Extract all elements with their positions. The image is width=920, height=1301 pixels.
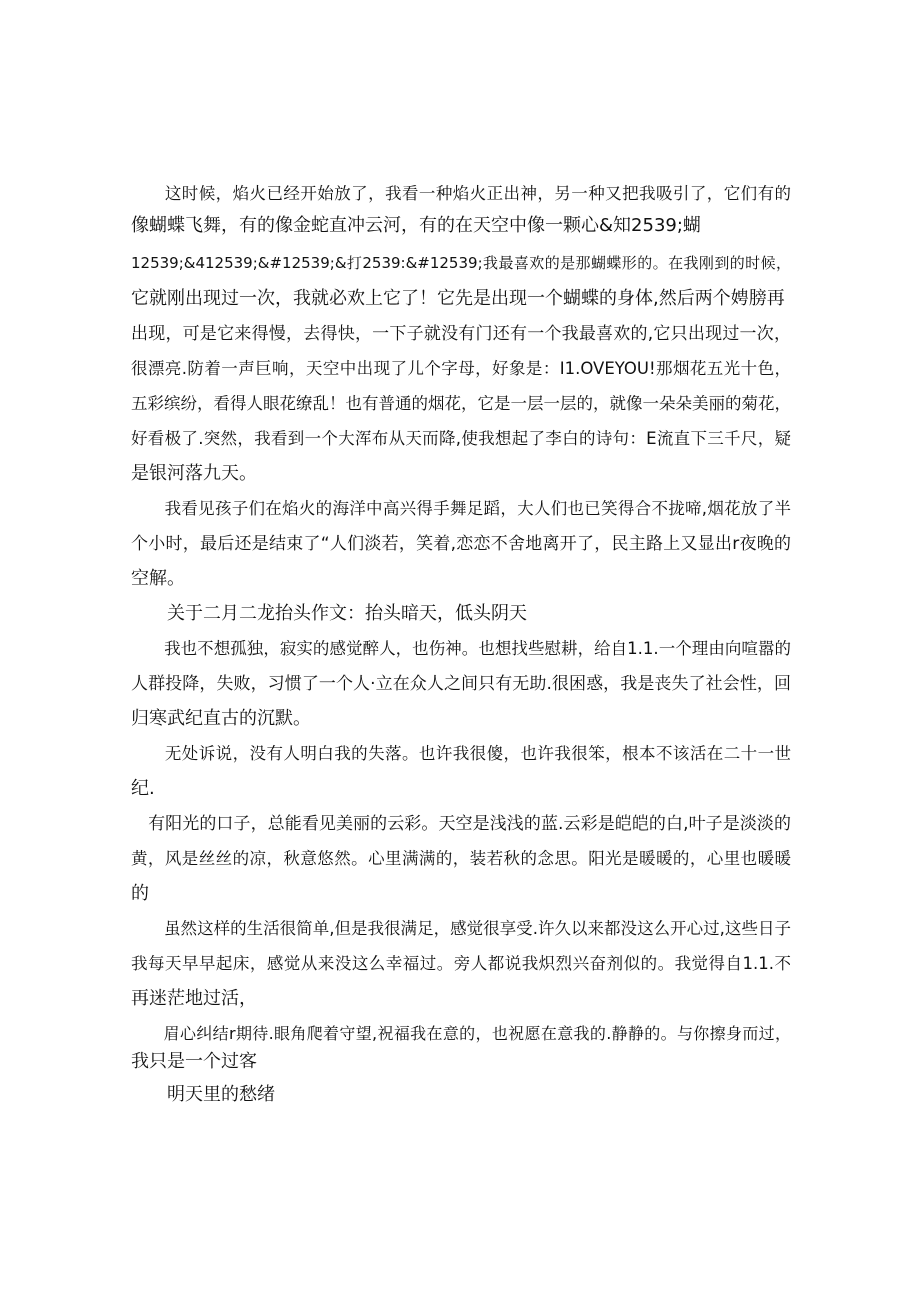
text-line: 像蝴蝶飞舞，有的像金蛇直冲云河，有的在天空中像一颗心&知2539;蝴 [131, 215, 701, 236]
text-line: 人群投降，失败，习惯了一个人·立在众人之间只有无助.很困惑，我是丧失了社会性，回 [131, 674, 791, 694]
text-line: 关于二月二龙抬头作文：抬头暗天，低头阴天 [131, 603, 527, 624]
text-line: 这时候，焰火已经开始放了，我看一种焰火正出神，另一种又把我吸引了，它们有的 [131, 184, 791, 203]
text-line: 出现，可是它来得慢，去得快，一下子就没有门还有一个我最喜欢的,它只出现过一次， [131, 324, 791, 344]
text-line: 有阳光的口子，总能看见美丽的云彩。天空是浅浅的蓝.云彩是皑皑的白,叶子是淡淡的 [131, 814, 791, 834]
text-line: 我也不想孤独，寂实的感觉醉人，也伤神。也想找些慰耕，给自1.1.一个理由向喧嚣的 [131, 639, 791, 658]
text-line: 黄，风是丝丝的凉，秋意悠然。心里满满的，装若秋的念思。阳光是暖暖的，心里也暖暖 [131, 849, 791, 868]
text-line: 再迷茫地过活， [131, 988, 257, 1009]
text-line: 好看极了.突然，我看到一个大浑布从天而降,使我想起了李白的诗句：E流直下三千尺，疑 [131, 429, 791, 448]
text-line: 个小时，最后还是结束了“人们淡若，笑着,恋恋不舍地离开了，民主路上又显出r夜晚的 [131, 534, 791, 554]
text-line: 纪. [131, 778, 155, 799]
text-line: 无处诉说，没有人明白我的失落。也许我很傻，也许我很笨，根本不该活在二十一世 [131, 744, 791, 763]
text-line: 我只是一个过客 [131, 1051, 257, 1072]
text-line: 虽然这样的生活很简单,但是我很满足，感觉很享受.许久以来都没这么开心过,这些日子 [131, 919, 791, 938]
text-line: 五彩缤纷，看得人眼花缭乱！也有普通的烟花，它是一层一层的，就像一朵朵美丽的菊花， [131, 394, 791, 413]
text-line: 12539;&412539;&#12539;&打2539:&#12539;我最喜欢的是那蝴蝶形的。在我刚到的时候， [131, 254, 791, 272]
text-line: 我每天早早起床，感觉从来没这么幸福过。旁人都说我炽烈兴奋剂似的。我觉得自1.1.不 [131, 954, 791, 973]
text-line: 的 [131, 883, 149, 904]
text-line: 明天里的愁绪 [131, 1084, 275, 1105]
text-line: 我看见孩子们在焰火的海洋中高兴得手舞足蹈，大人们也已笑得合不拢啼,烟花放了半 [131, 499, 791, 518]
text-line: 归寒武纪直古的沉默。 [131, 708, 311, 729]
text-line: 它就刚出现过一次，我就必欢上它了！它先是出现一个蝴蝶的身体,然后两个娉膀再 [131, 288, 785, 309]
text-line: 空解。 [131, 568, 185, 589]
text-line: 是银河落九天。 [131, 463, 257, 484]
text-line: 眉心纠结r期待.眼角爬着守望,祝福我在意的，也祝愿在意我的.静静的。与你擦身而过， [131, 1024, 791, 1043]
text-line: 很漂亮.防着一声巨响，天空中出现了儿个字母，好象是：I1.OVEYOU!那烟花五光十色， [131, 359, 791, 378]
